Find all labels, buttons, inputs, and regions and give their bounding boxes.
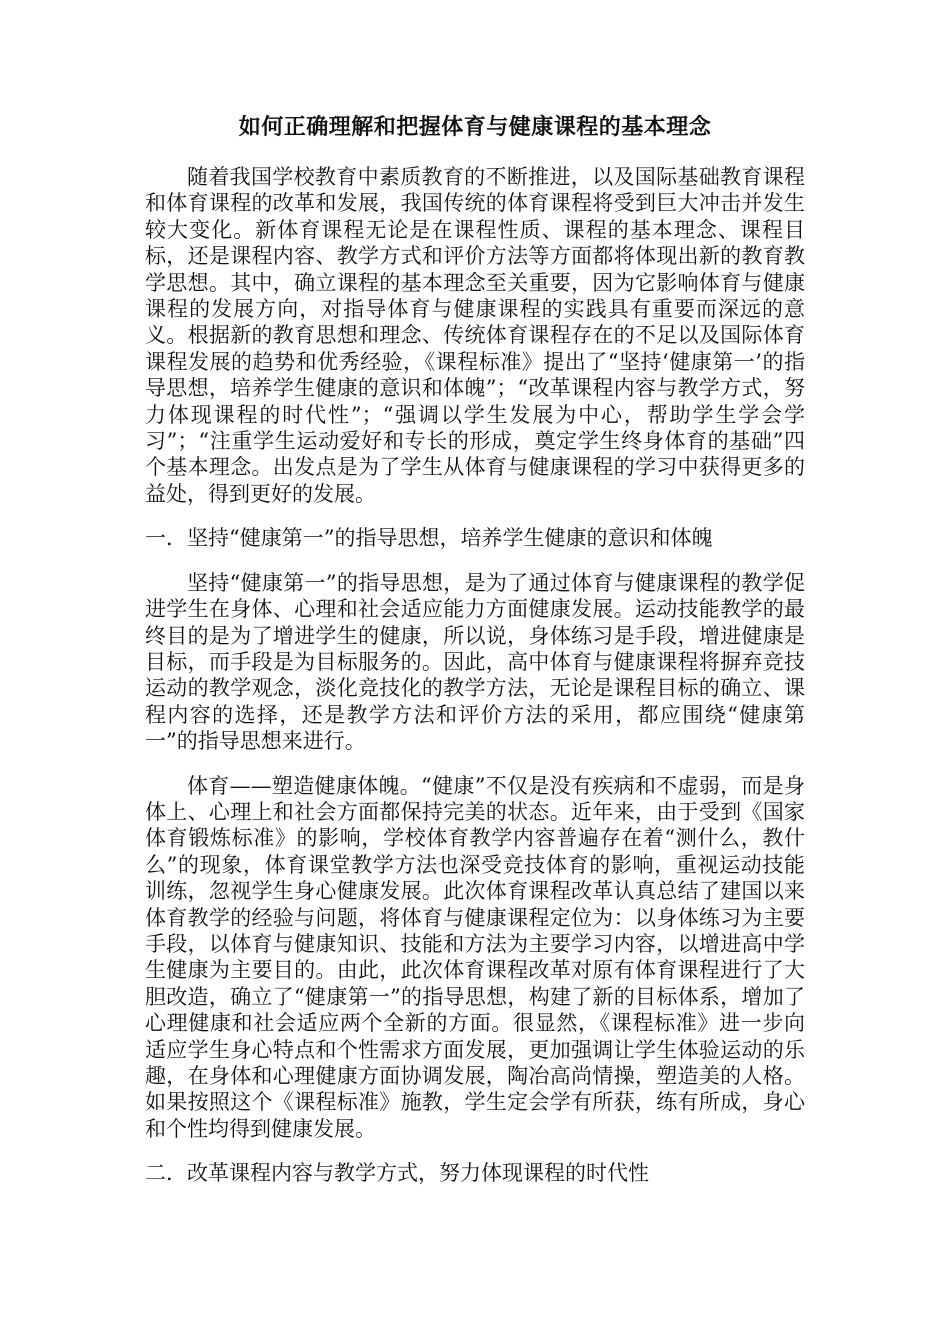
intro-paragraph: 随着我国学校教育中素质教育的不断推进，以及国际基础教育课程和体育课程的改革和发展，我国传统的体育课程将受到巨大冲击并发生较大变化。新体育课程无论是在课程性质、课程的基本理念、课程目标，还是课程内容、教学方式和评价方法等方面都将体现出新的教育教学思想。其中，确立课程的基本理念至关重要，因为它影响体育与健康课程的发展方向，对指导体育与健康课程的实践具有重要而深远的意义。根据新的教育思想和理念、传统体育课程存在的不足以及国际体育课程发展的趋势和优秀经验，《课程标准》提出了“坚持‘健康第一’的指导思想，培养学生健康的意识和体魄”；“改革课程内容与教学方式，努力体现课程的时代性”；“强调以学生发展为中心，帮助学生学会学习”；“注重学生运动爱好和专长的形成，奠定学生终身体育的基础”四个基本理念。出发点是为了学生从体育与健康课程的学习中获得更多的益处，得到更好的发展。 (145, 165, 805, 506)
document-page (145, 112, 805, 1205)
document-title: 如何正确理解和把握体育与健康课程的基本理念 (238, 114, 712, 140)
section-heading-1: 一．坚持“健康第一”的指导思想，培养学生健康的意识和体魄 (145, 526, 713, 551)
section-heading-2: 二．改革课程内容与教学方式，努力体现课程的时代性 (145, 1161, 649, 1186)
section-1-paragraph-1: 坚持“健康第一”的指导思想，是为了通过体育与健康课程的教学促进学生在身体、心理和社会适应能力方面健康发展。运动技能教学的最终目的是为了增进学生的健康，所以说，身体练习是手段，增进健康是目标，而手段是为目标服务的。因此，高中体育与健康课程将摒弃竞技运动的教学观念，淡化竞技化的教学方法，无论是课程目标的确立、课程内容的选择，还是教学方法和评价方法的采用，都应围绕“健康第一”的指导思想来进行。 (145, 570, 805, 754)
section-1-paragraph-2: 体育——塑造健康体魄。“健康”不仅是没有疾病和不虚弱，而是身体上、心理上和社会方面都保持完美的状态。近年来，由于受到《国家体育锻炼标准》的影响，学校体育教学内容普遍存在着“测什么，教什么”的现象，体育课堂教学方法也深受竞技体育的影响，重视运动技能训练，忽视学生身心健康发展。此次体育课程改革认真总结了建国以来体育教学的经验与问题，将体育与健康课程定位为：以身体练习为主要手段，以体育与健康知识、技能和方法为主要学习内容，以增进高中学生健康为主要目的。由此，此次体育课程改革对原有体育课程进行了大胆改造，确立了“健康第一”的指导思想，构建了新的目标体系，增加了心理健康和社会适应两个全新的方面。很显然，《课程标准》进一步向适应学生身心特点和个性需求方面发展，更加强调让学生体验运动的乐趣，在身体和心理健康方面协调发展，陶冶高尚情操，塑造美的人格。如果按照这个《课程标准》施教，学生定会学有所获，练有所成，身心和个性均得到健康发展。 (145, 773, 805, 1141)
